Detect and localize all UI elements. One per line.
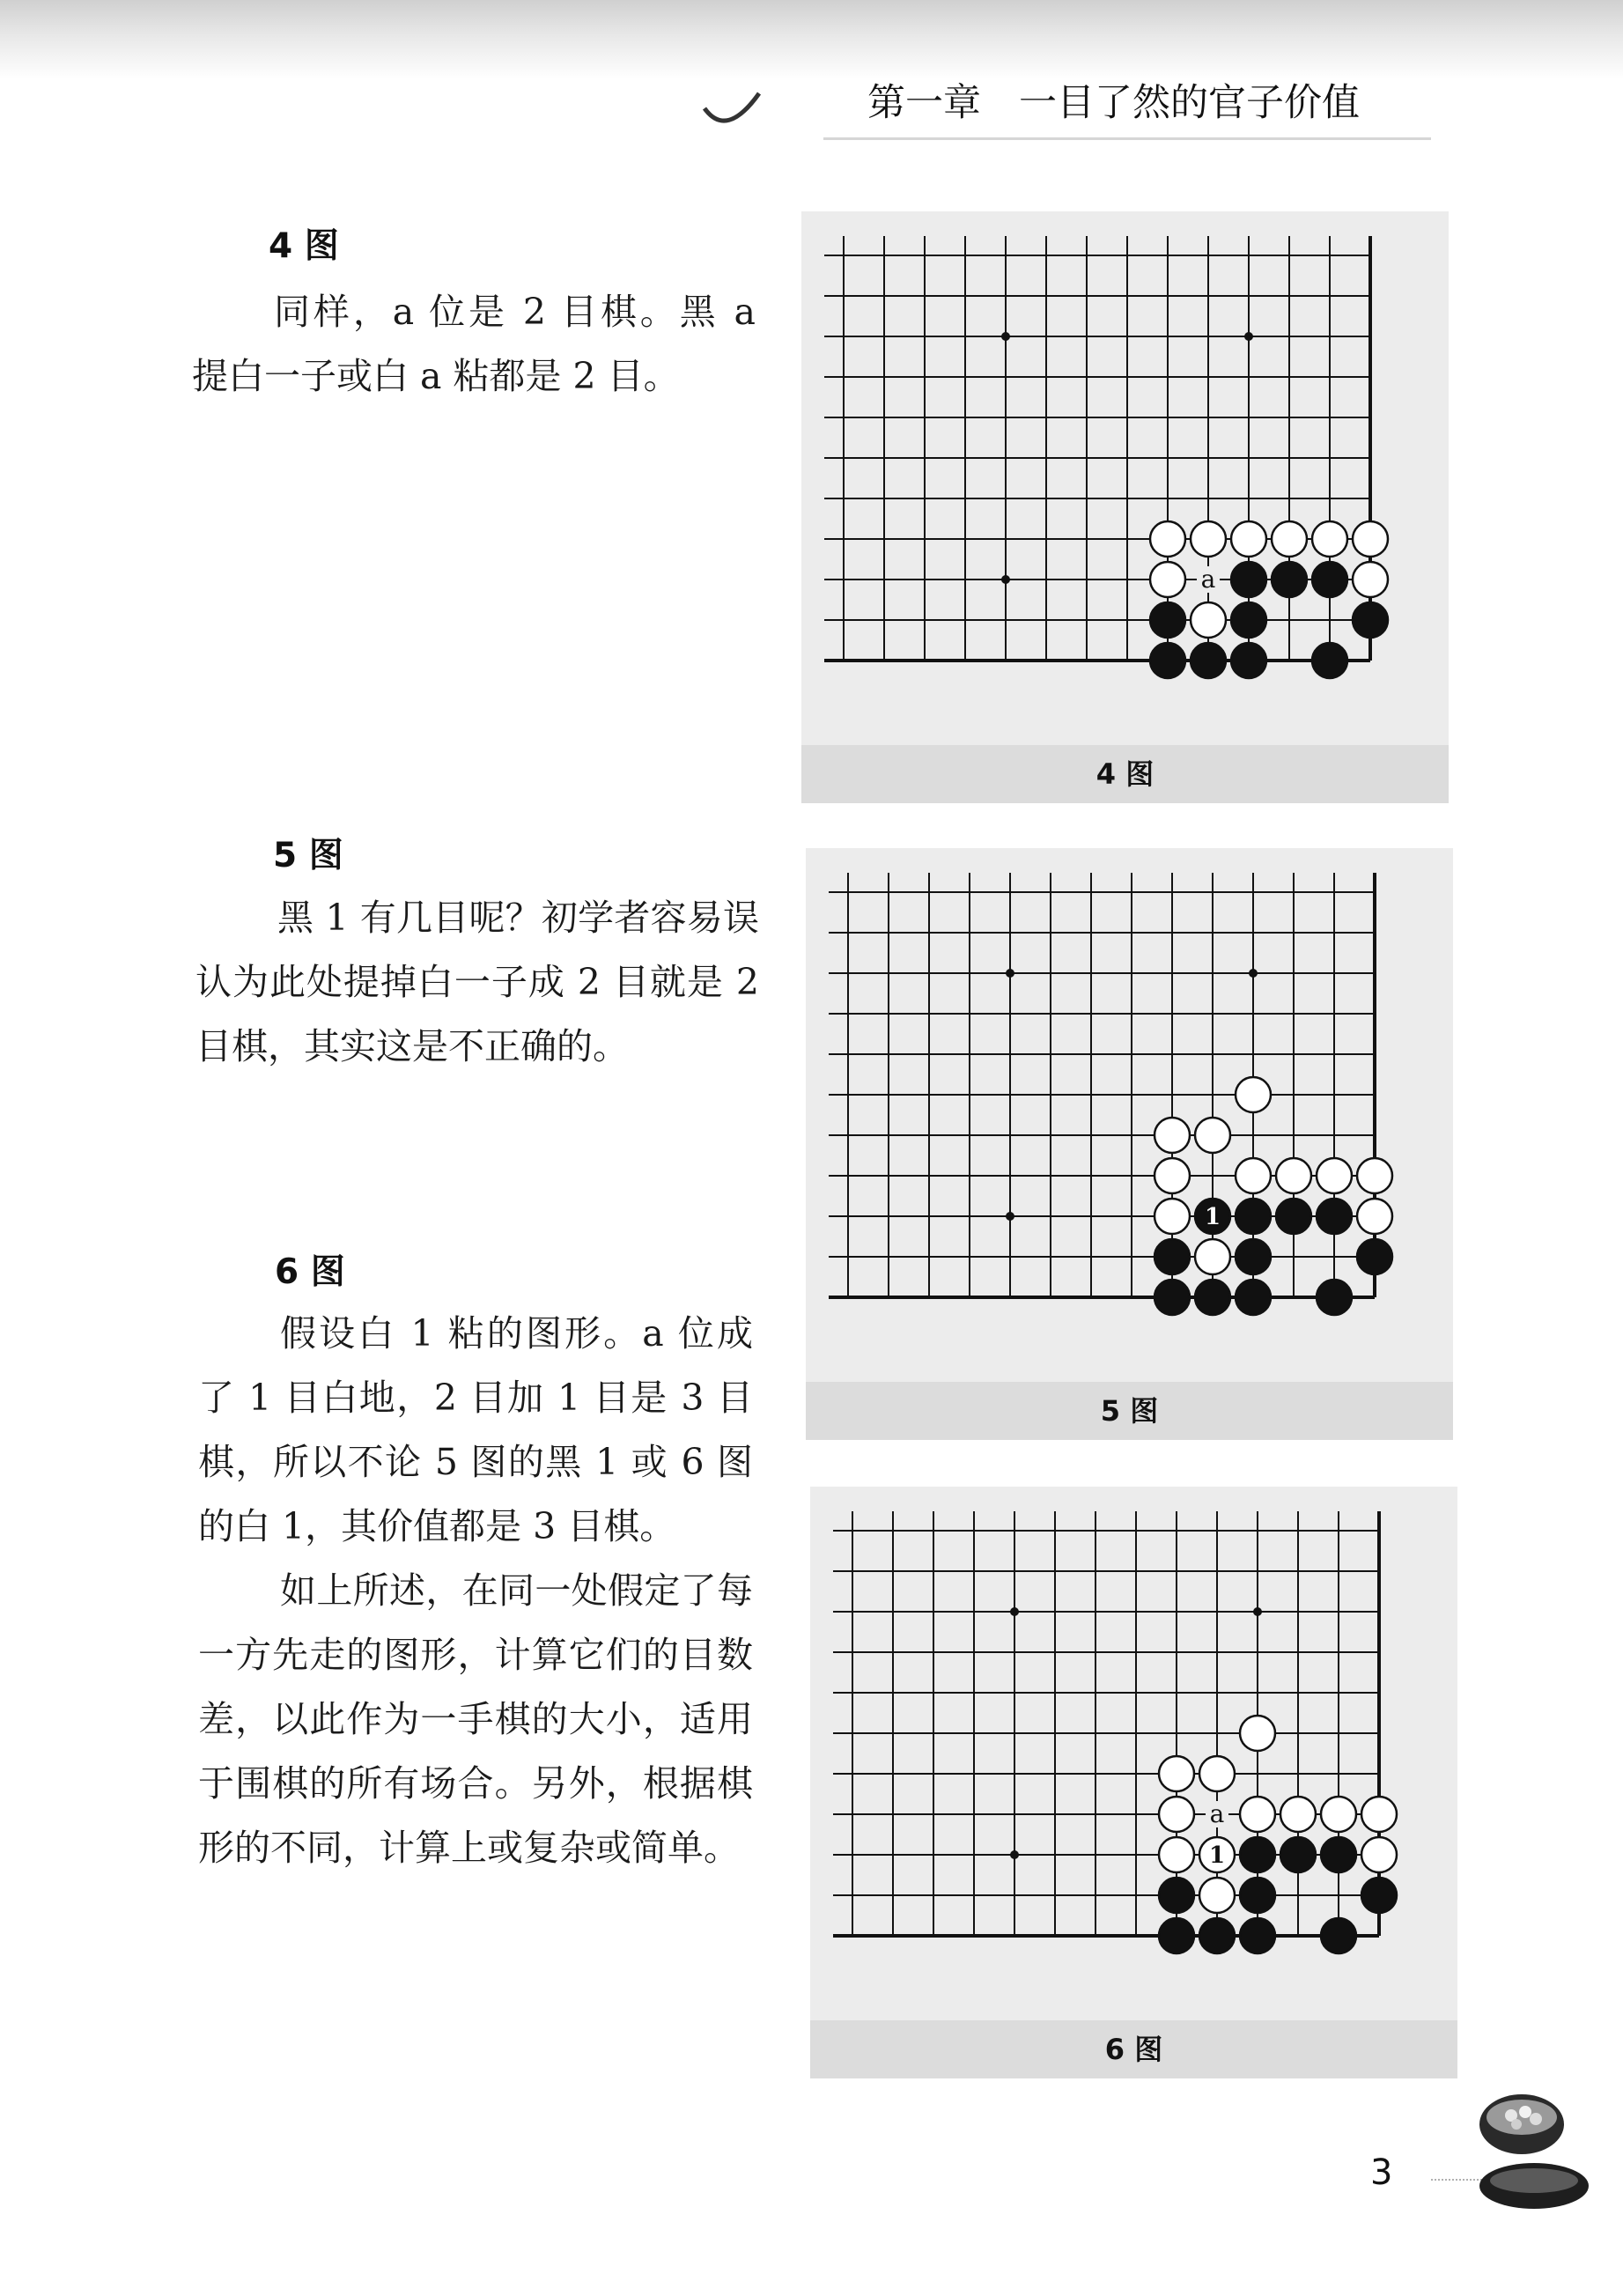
white-stone (1240, 1716, 1275, 1751)
black-stone (1195, 1280, 1230, 1315)
black-stone (1231, 643, 1266, 678)
black-stone (1236, 1199, 1271, 1234)
star-point (1010, 1607, 1019, 1616)
go-board-figure-6 (810, 1487, 1457, 2020)
white-stone (1280, 1797, 1316, 1832)
white-stone (1361, 1797, 1397, 1832)
black-stone (1272, 562, 1307, 597)
figure-caption: 4 图 (1096, 757, 1155, 791)
header-curve-ornament (696, 78, 766, 139)
white-stone (1317, 1158, 1352, 1193)
black-stone (1236, 1239, 1271, 1274)
star-point (1006, 1212, 1014, 1221)
figure-5 (806, 848, 1453, 1440)
black-stone (1353, 602, 1388, 638)
figure-caption: 6 图 (1104, 2033, 1163, 2066)
star-point (1001, 575, 1010, 584)
section-6-paragraph-1: 假设白 1 粘的图形。a 位成了 1 目白地，2 目加 1 目是 3 目棋，所以不论 5 图的黑 1 或 6 图的白 1，其价值都是 3 目棋。 (198, 1312, 753, 1547)
white-stone (1312, 521, 1347, 557)
section-heading-4: 4 图 (269, 226, 339, 266)
chapter-title: 第一章 一目了然的官子价值 (823, 66, 1431, 140)
go-board-figure-4 (801, 211, 1449, 745)
white-stone (1361, 1837, 1397, 1872)
black-stone (1159, 1918, 1194, 1953)
white-stone (1155, 1199, 1190, 1234)
white-stone (1150, 521, 1185, 557)
star-point (1006, 969, 1014, 978)
black-stone (1312, 562, 1347, 597)
white-stone (1159, 1837, 1194, 1872)
white-stone (1357, 1199, 1392, 1234)
white-stone (1236, 1077, 1271, 1112)
black-stone (1191, 643, 1226, 678)
go-stone-bowl-icon (1471, 2087, 1603, 2219)
point-mark-label: a (1200, 565, 1216, 594)
black-stone (1231, 602, 1266, 638)
white-stone (1199, 1878, 1235, 1913)
star-point (1253, 1607, 1262, 1616)
figure-4 (801, 211, 1449, 803)
black-stone (1317, 1199, 1352, 1234)
black-stone (1321, 1837, 1356, 1872)
white-stone (1195, 1118, 1230, 1153)
white-stone (1353, 521, 1388, 557)
move-number-label: 1 (1208, 1842, 1226, 1869)
white-stone (1159, 1797, 1194, 1832)
white-stone (1199, 1756, 1235, 1791)
black-stone (1240, 1878, 1275, 1913)
white-stone (1191, 521, 1226, 557)
black-stone (1357, 1239, 1392, 1274)
black-stone (1312, 643, 1347, 678)
white-stone (1321, 1797, 1356, 1832)
black-stone (1150, 602, 1185, 638)
black-stone (1240, 1837, 1275, 1872)
black-stone (1276, 1199, 1311, 1234)
white-stone (1353, 562, 1388, 597)
section-5-paragraph: 黑 1 有几目呢？初学者容易误认为此处提掉白一子成 2 目就是 2 目棋，其实这是不正确的。 (195, 897, 759, 1067)
section-heading-6: 6 图 (275, 1252, 345, 1292)
black-stone (1159, 1878, 1194, 1913)
white-stone (1272, 521, 1307, 557)
figure-caption: 5 图 (1100, 1394, 1159, 1428)
white-stone (1276, 1158, 1311, 1193)
black-stone (1155, 1280, 1190, 1315)
star-point (1244, 332, 1253, 341)
white-stone (1357, 1158, 1392, 1193)
white-stone (1236, 1158, 1271, 1193)
star-point (1249, 969, 1258, 978)
black-stone (1280, 1837, 1316, 1872)
star-point (1001, 332, 1010, 341)
black-stone (1321, 1918, 1356, 1953)
section-6-paragraph-2: 如上所述，在同一处假定了每一方先走的图形，计算它们的目数差，以此作为一手棋的大小，适用于围棋的所有场合。另外，根据棋形的不同，计算上或复杂或简单。 (198, 1569, 753, 1869)
black-stone (1317, 1280, 1352, 1315)
white-stone (1155, 1118, 1190, 1153)
figure-6 (810, 1487, 1457, 2078)
page-number: 3 (1370, 2152, 1393, 2193)
white-stone (1195, 1239, 1230, 1274)
section-4-paragraph: 同样，a 位是 2 目棋。黑 a 提白一子或白 a 粘都是 2 目。 (192, 291, 756, 397)
white-stone (1150, 562, 1185, 597)
white-stone (1191, 602, 1226, 638)
black-stone (1240, 1918, 1275, 1953)
move-number-label: 1 (1204, 1204, 1221, 1230)
white-stone (1240, 1797, 1275, 1832)
black-stone (1231, 562, 1266, 597)
white-stone (1159, 1756, 1194, 1791)
black-stone (1199, 1918, 1235, 1953)
star-point (1010, 1850, 1019, 1859)
black-stone (1150, 643, 1185, 678)
section-heading-5: 5 图 (273, 836, 343, 875)
black-stone (1236, 1280, 1271, 1315)
go-board-figure-5 (806, 848, 1453, 1382)
point-mark-label: a (1209, 1799, 1225, 1828)
black-stone (1361, 1878, 1397, 1913)
white-stone (1231, 521, 1266, 557)
white-stone (1155, 1158, 1190, 1193)
black-stone (1155, 1239, 1190, 1274)
